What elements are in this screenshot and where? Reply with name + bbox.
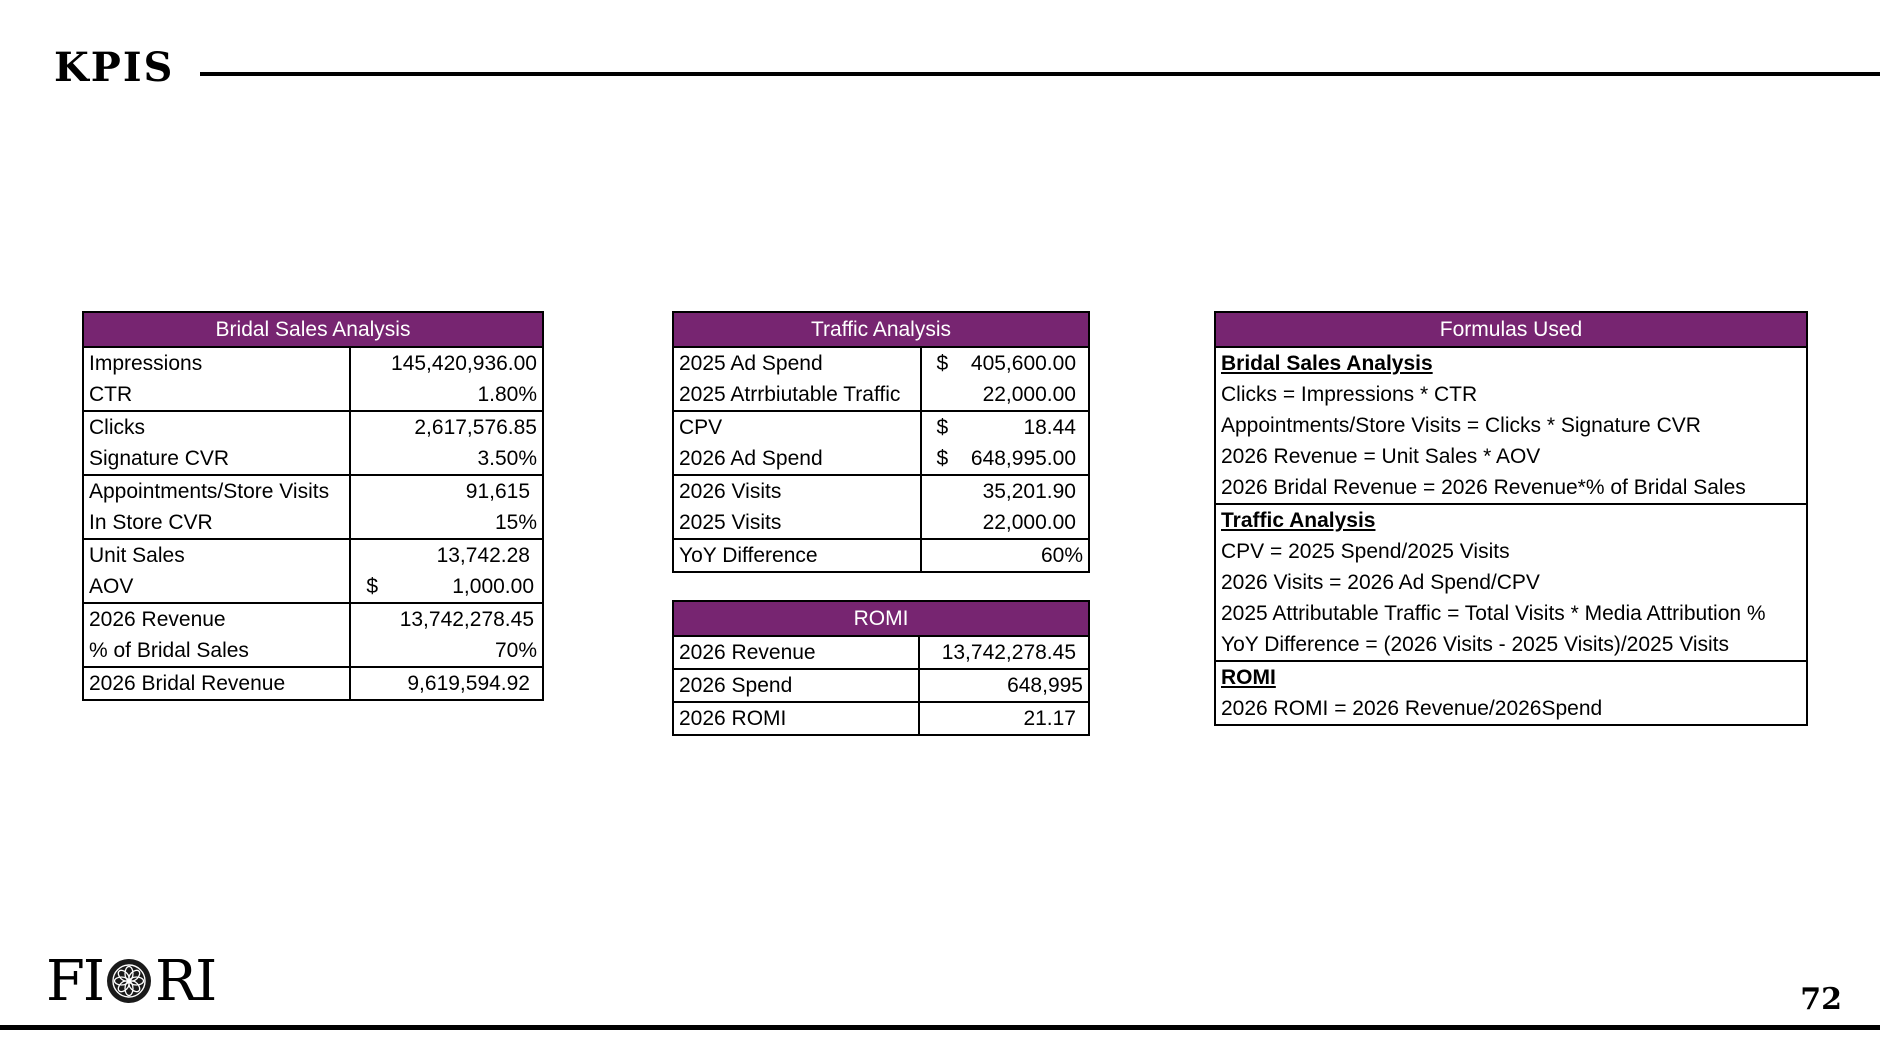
currency-symbol: $: [936, 447, 949, 470]
row-value: 91,615: [350, 475, 543, 507]
row-value: 35,201.90: [921, 475, 1089, 507]
table-row: [673, 379, 1089, 411]
footer-divider: [0, 1025, 1880, 1030]
row-value: 648,995: [919, 669, 1089, 702]
row-label: 2025 Visits: [673, 507, 921, 539]
table-row: [673, 475, 1089, 507]
table-row: [673, 411, 1089, 443]
row-label: Appointments/Store Visits: [83, 475, 350, 507]
row-value: 1.80%: [350, 379, 543, 411]
value-text: 18.44: [1023, 416, 1076, 439]
table-row: [1215, 441, 1807, 472]
table-row: [83, 571, 543, 603]
logo-text-left: FI: [46, 948, 103, 1014]
row-label: 2026 Bridal Revenue: [83, 667, 350, 700]
row-label: 2026 Ad Spend: [673, 443, 921, 475]
row-label: In Store CVR: [83, 507, 350, 539]
value-text: 648,995.00: [970, 447, 1076, 470]
table-row: [83, 507, 543, 539]
row-label: Unit Sales: [83, 539, 350, 571]
row-label: AOV: [83, 571, 350, 603]
page-number: 72: [1800, 982, 1842, 1017]
romi-table: [672, 600, 1090, 736]
table-row: [83, 667, 543, 700]
table-title: Bridal Sales Analysis: [83, 312, 543, 347]
row-label: 2026 Revenue: [83, 603, 350, 635]
section-heading: ROMI: [1215, 661, 1807, 693]
row-label: Impressions: [83, 347, 350, 379]
table-row: [673, 702, 1089, 735]
table-row: [1215, 693, 1807, 725]
currency-symbol: $: [936, 352, 949, 375]
currency-symbol: $: [366, 575, 379, 598]
table-row: [83, 411, 543, 443]
table-title: Formulas Used: [1215, 312, 1807, 347]
table-title: Traffic Analysis: [673, 312, 1089, 347]
formula-text: Appointments/Store Visits = Clicks * Signature CVR: [1215, 410, 1807, 441]
formula-text: 2026 Revenue = Unit Sales * AOV: [1215, 441, 1807, 472]
table-row: [83, 635, 543, 667]
table-row: [1215, 504, 1807, 536]
row-label: 2025 Atrrbiutable Traffic: [673, 379, 921, 411]
title-divider: [200, 72, 1880, 76]
table-row: [1215, 472, 1807, 504]
row-value: 9,619,594.92: [350, 667, 543, 700]
formula-text: 2026 Bridal Revenue = 2026 Revenue*% of Bridal Sales: [1215, 472, 1807, 504]
row-label: YoY Difference: [673, 539, 921, 572]
row-value: 2,617,576.85: [350, 411, 543, 443]
table-row: [1215, 347, 1807, 379]
table-row: [83, 379, 543, 411]
row-value: 15%: [350, 507, 543, 539]
table-row: [1215, 629, 1807, 661]
table-row: [83, 603, 543, 635]
row-label: CPV: [673, 411, 921, 443]
table-row: [83, 443, 543, 475]
row-value: 22,000.00: [921, 507, 1089, 539]
row-label: CTR: [83, 379, 350, 411]
table-row: [673, 507, 1089, 539]
table-title: ROMI: [673, 601, 1089, 636]
page-title: KPIS: [54, 44, 175, 91]
table-row: [1215, 567, 1807, 598]
table-row: [1215, 379, 1807, 410]
table-row: [1215, 598, 1807, 629]
row-label: 2026 Visits: [673, 475, 921, 507]
table-row: [673, 539, 1089, 572]
row-value: 3.50%: [350, 443, 543, 475]
fiori-logo: [46, 950, 215, 1012]
logo-text-right: RI: [154, 948, 216, 1014]
row-value: 13,742,278.45: [919, 636, 1089, 669]
table-row: [1215, 410, 1807, 441]
section-heading: Bridal Sales Analysis: [1215, 347, 1807, 379]
bridal-sales-table: [82, 311, 544, 701]
row-value: 22,000.00: [921, 379, 1089, 411]
flower-emblem-icon: [105, 957, 153, 1005]
row-label: 2026 Revenue: [673, 636, 919, 669]
row-value: 70%: [350, 635, 543, 667]
table-row: [673, 669, 1089, 702]
row-value: [921, 347, 1089, 379]
table-row: [673, 443, 1089, 475]
formula-text: YoY Difference = (2026 Visits - 2025 Visits)/2025 Visits: [1215, 629, 1807, 661]
row-label: Clicks: [83, 411, 350, 443]
table-row: [83, 475, 543, 507]
table-row: [1215, 536, 1807, 567]
row-value: [350, 571, 543, 603]
row-label: 2026 Spend: [673, 669, 919, 702]
row-value: [921, 443, 1089, 475]
row-value: 21.17: [919, 702, 1089, 735]
row-value: 13,742,278.45: [350, 603, 543, 635]
table-row: [673, 636, 1089, 669]
formulas-table: [1214, 311, 1808, 726]
row-label: Signature CVR: [83, 443, 350, 475]
formula-text: 2025 Attributable Traffic = Total Visits * Media Attribution %: [1215, 598, 1807, 629]
section-heading: Traffic Analysis: [1215, 504, 1807, 536]
formula-text: CPV = 2025 Spend/2025 Visits: [1215, 536, 1807, 567]
value-text: 1,000.00: [452, 575, 534, 598]
value-text: 405,600.00: [970, 352, 1076, 375]
table-row: [673, 347, 1089, 379]
traffic-analysis-table: [672, 311, 1090, 573]
table-row: [1215, 661, 1807, 693]
formula-text: 2026 Visits = 2026 Ad Spend/CPV: [1215, 567, 1807, 598]
currency-symbol: $: [936, 416, 949, 439]
row-value: 13,742.28: [350, 539, 543, 571]
row-label: % of Bridal Sales: [83, 635, 350, 667]
row-label: 2026 ROMI: [673, 702, 919, 735]
table-row: [83, 347, 543, 379]
row-label: 2025 Ad Spend: [673, 347, 921, 379]
row-value: 145,420,936.00: [350, 347, 543, 379]
formula-text: 2026 ROMI = 2026 Revenue/2026Spend: [1215, 693, 1807, 725]
row-value: [921, 411, 1089, 443]
row-value: 60%: [921, 539, 1089, 572]
table-row: [83, 539, 543, 571]
formula-text: Clicks = Impressions * CTR: [1215, 379, 1807, 410]
